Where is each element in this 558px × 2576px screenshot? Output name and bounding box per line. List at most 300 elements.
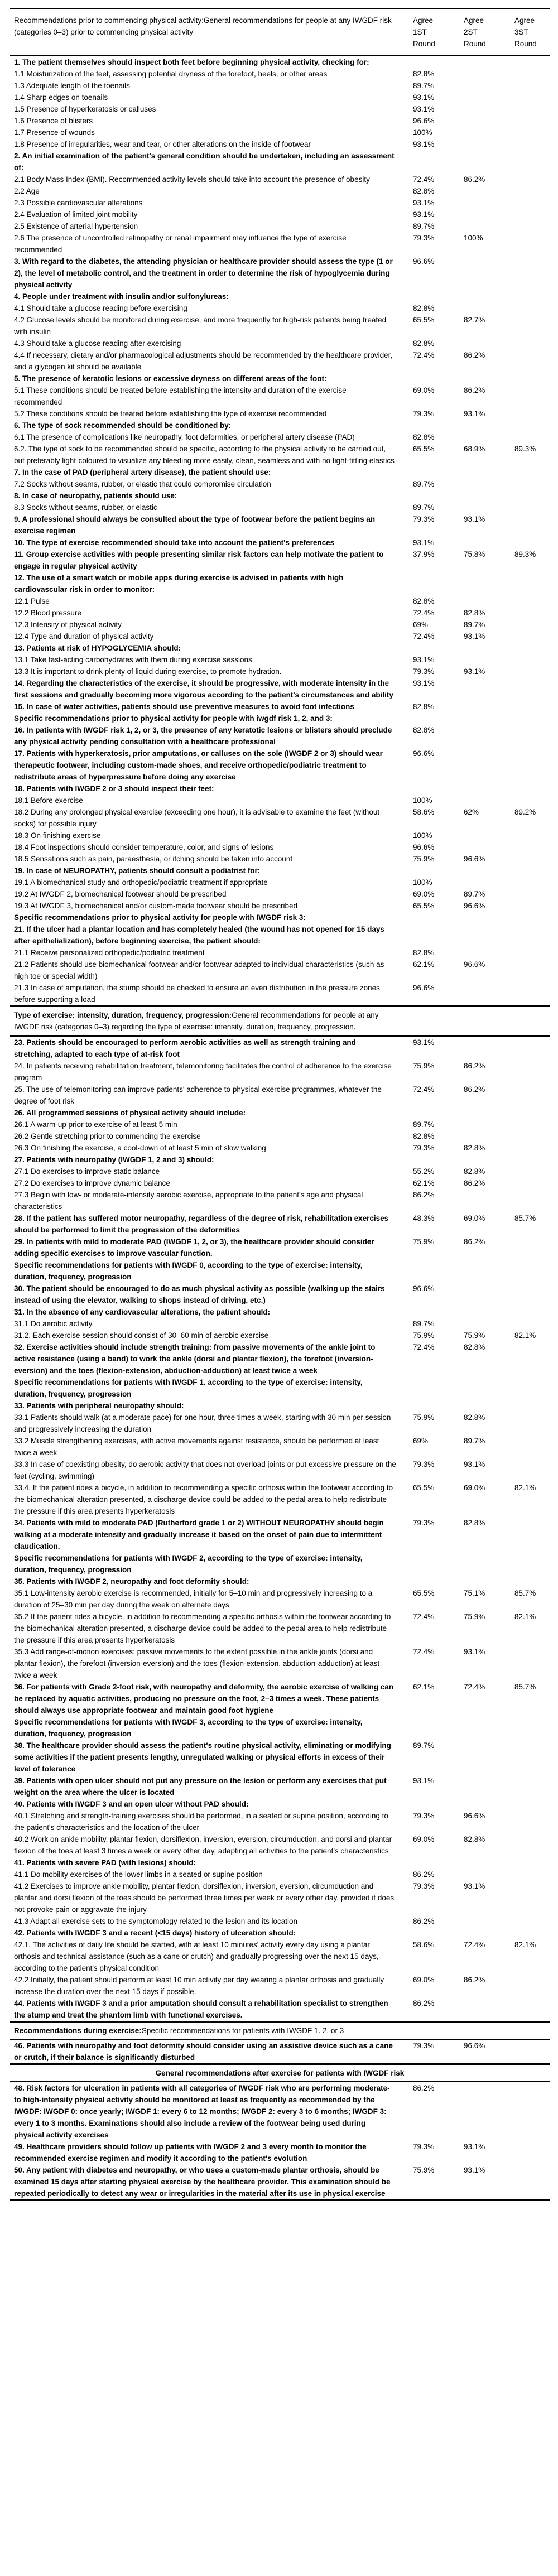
agree-round1-value: 89.7% (413, 81, 435, 90)
agree-round1-value: 89.7% (413, 222, 435, 230)
table-row (0, 408, 558, 420)
table-row (0, 1775, 558, 1798)
recommendation-text: 14. Regarding the characteristics of the exercise, it should be progressive, with moderate intensity in the first sessions and gradually becoming more vigorous according to the patient's circumstances and ability (14, 679, 393, 699)
recommendation-text: 5.1 These conditions should be treated before establishing the intensity and duration of the exercise recommended (14, 386, 347, 406)
agree-round2-value: 100% (464, 234, 483, 242)
centered-section-header: General recommendations after exercise for patients with IWGDF risk (155, 2069, 405, 2077)
table-row (0, 1318, 558, 1330)
table-row (0, 1482, 558, 1517)
column-header-round2: Agree 2ST Round (464, 16, 486, 48)
table-row (0, 1880, 558, 1915)
table-row (0, 1740, 558, 1775)
agree-round2-value: 82.8% (464, 1343, 485, 1351)
table-row (0, 1166, 558, 1177)
recommendation-text: 21. If the ulcer had a plantar location and has completely healed (the wound has not opened for 15 days after epithelialization), before beginning exercise, the patient should: (14, 925, 384, 945)
agree-round2-value: 93.1% (464, 667, 485, 676)
agree-round3-value: 85.7% (514, 1589, 536, 1597)
table-row (0, 1576, 558, 1587)
agree-round1-value: 79.3% (413, 2142, 435, 2151)
agree-round1-value: 93.1% (413, 199, 435, 207)
recommendation-text: 4.4 If necessary, dietary and/or pharmacological adjustments should be recommended by the healthcare provider, and a glycogen kit should be available (14, 351, 393, 371)
table-row (0, 1400, 558, 1412)
agree-round3-value: 82.1% (514, 1484, 536, 1492)
agree-round1-value: 82.8% (413, 597, 435, 605)
recommendation-text: 27.1 Do exercises to improve static balance (14, 1167, 160, 1176)
table-row (0, 923, 558, 947)
agree-round1-value: 89.7% (413, 1741, 435, 1750)
agree-round1-value: 96.6% (413, 117, 435, 125)
table-row (0, 630, 558, 642)
agree-round1-value: 72.4% (413, 175, 435, 184)
recommendation-text: 21.1 Receive personalized orthopedic/podiatric treatment (14, 948, 205, 957)
recommendation-text: 2. An initial examination of the patient's general condition should be undertaken, including an assessment of: (14, 152, 395, 172)
recommendation-text: 4.2 Glucose levels should be monitored during exercise, and more frequently for high-risk patients being treated with insulin (14, 316, 387, 336)
agree-round1-value: 82.8% (413, 726, 435, 734)
table-row (0, 1177, 558, 1189)
table-row (0, 1341, 558, 1376)
table-row (0, 2040, 558, 2063)
agree-round1-value: 72.4% (413, 1343, 435, 1351)
agree-round3-value: 82.1% (514, 1612, 536, 1621)
agree-round2-value: 96.6% (464, 1812, 485, 1820)
table-row (0, 56, 558, 68)
table-row (0, 1130, 558, 1142)
subsection-header-row (0, 1716, 558, 1740)
table-row (0, 1681, 558, 1716)
recommendation-text: 5.2 These conditions should be treated before establishing the type of exercise recommended (14, 410, 327, 418)
recommendation-text: 19. In case of NEUROPATHY, patients should consult a podiatrist for: (14, 866, 261, 875)
table-row (0, 115, 558, 127)
table-row (0, 888, 558, 900)
subsection-header-row (0, 912, 558, 923)
agree-round1-value: 86.2% (413, 2084, 435, 2092)
agree-round2-value: 62% (464, 808, 479, 816)
recommendation-text: 8. In case of neuropathy, patients should use: (14, 492, 177, 500)
agree-round2-value: 72.4% (464, 1941, 485, 1949)
table-row (0, 1927, 558, 1939)
table-row (0, 607, 558, 619)
agree-round2-value: 86.2% (464, 1179, 485, 1187)
recommendation-text: 50. Any patient with diabetes and neuropathy, or who uses a custom-made plantar orthosis, should be examined 15 days after starting physical exercise by the healthcare provider. This examination should be repeated periodically to detect any wear or irregularities in the material after its use in physical exercise (14, 2166, 391, 2198)
table-row (0, 865, 558, 877)
subsection-header-text: Specific recommendations for patients with IWGDF 2, according to the type of exercise: intensity, duration, frequency, progression (14, 1554, 363, 1574)
table-body (0, 56, 558, 2201)
agree-round1-value: 79.3% (413, 1460, 435, 1468)
agree-round1-value: 82.8% (413, 339, 435, 348)
agree-round1-value: 62.1% (413, 1683, 435, 1691)
subsection-header-text: Specific recommendations for patients with IWGDF 0, according to the type of exercise: intensity, duration, frequency, progression (14, 1261, 363, 1281)
recommendation-text: 19.2 At IWGDF 2, biomechanical footwear should be prescribed (14, 890, 227, 898)
recommendation-text: 18. Patients with IWGDF 2 or 3 should inspect their feet: (14, 784, 214, 793)
table-row (0, 1997, 558, 2021)
recommendation-text: 33.3 In case of coexisting obesity, do aerobic activity that does not overload joints or put excessive pressure on the feet (cycling, swimming) (14, 1460, 396, 1480)
recommendation-text: 21.2 Patients should use biomechanical footwear and/or footwear adapted to individual characteristics (such as high toe or special width) (14, 960, 384, 980)
agree-round1-value: 100% (413, 831, 432, 840)
recommendation-text: 39. Patients with open ulcer should not put any pressure on the lesion or perform any exercises that put weight on the area where the ulcer is located (14, 1776, 387, 1797)
table-row (0, 982, 558, 1005)
recommendation-text: 35.2 If the patient rides a bicycle, in addition to recommending a specific orthosis within the footwear according to the biomechanical alteration presented, a discharge device could be added to the pedal area to help redistribute the pressure if this area presents hyperkeratosis (14, 1612, 391, 1644)
agree-round2-value: 93.1% (464, 1648, 485, 1656)
agree-round1-value: 58.6% (413, 808, 435, 816)
recommendation-text: 5. The presence of keratotic lesions or excessive dryness on different areas of the foot: (14, 374, 327, 383)
table-row (0, 1119, 558, 1130)
table-row (0, 701, 558, 712)
section-header-normal-text: Specific recommendations for patients with IWGDF 1. 2. or 3 (141, 2026, 344, 2035)
table-row (0, 1142, 558, 1154)
table-row (0, 443, 558, 466)
table-row (0, 314, 558, 338)
agree-round1-value: 82.8% (413, 304, 435, 312)
recommendation-text: 40. Patients with IWGDF 3 and an open ulcer without PAD should: (14, 1800, 249, 1808)
agree-round1-value: 69.0% (413, 386, 435, 394)
table-row (0, 1412, 558, 1435)
agree-round2-value: 86.2% (464, 1238, 485, 1246)
agree-round1-value: 96.6% (413, 1284, 435, 1293)
agree-round2-value: 75.1% (464, 1589, 485, 1597)
agree-round3-value: 89.3% (514, 445, 536, 453)
agree-round1-value: 96.6% (413, 257, 435, 266)
agree-round1-value: 72.4% (413, 1648, 435, 1656)
agree-round1-value: 72.4% (413, 351, 435, 359)
agree-round1-value: 37.9% (413, 550, 435, 558)
agree-round1-value: 69% (413, 1437, 429, 1445)
agree-round1-value: 69.0% (413, 1976, 435, 1984)
table-row (0, 795, 558, 806)
recommendation-text: 18.5 Sensations such as pain, paraesthesia, or itching should be taken into account (14, 855, 293, 863)
recommendation-text: 1.5 Presence of hyperkeratosis or calluses (14, 105, 156, 113)
table-row (0, 1833, 558, 1857)
table-row (0, 1306, 558, 1318)
agree-round1-value: 86.2% (413, 1191, 435, 1199)
subsection-header-row (0, 1376, 558, 1400)
table-row (0, 1107, 558, 1119)
recommendation-text: 1. The patient themselves should inspect both feet before beginning physical activity, checking for: (14, 58, 369, 66)
recommendation-text: 42. Patients with IWGDF 3 and a recent (<15 days) history of ulceration should: (14, 1929, 296, 1937)
table-row (0, 947, 558, 959)
agree-round1-value: 79.3% (413, 1882, 435, 1890)
table-row (0, 513, 558, 537)
recommendation-text: 2.6 The presence of uncontrolled retinopathy or renal impairment may influence the type of exercise recommended (14, 234, 347, 254)
recommendation-text: 11. Group exercise activities with people presenting similar risk factors can help motivate the patient to engage in regular physical activity (14, 550, 384, 570)
recommendation-text: 13.3 It is important to drink plenty of liquid during exercise, to promote hydration. (14, 667, 282, 676)
agree-round1-value: 79.3% (413, 1144, 435, 1152)
agree-round1-value: 79.3% (413, 1519, 435, 1527)
agree-round1-value: 93.1% (413, 1038, 435, 1047)
table-row (0, 1189, 558, 1212)
recommendation-text: 23. Patients should be encouraged to perform aerobic activities as well as strength training and stretching, adapted to each type of at-risk foot (14, 1038, 356, 1058)
agree-round1-value: 65.5% (413, 1589, 435, 1597)
table-row (0, 174, 558, 185)
agree-round1-value: 100% (413, 878, 432, 887)
agree-round1-value: 72.4% (413, 1612, 435, 1621)
agree-round2-value: 68.9% (464, 445, 485, 453)
recommendation-text: 12.3 Intensity of physical activity (14, 620, 122, 629)
table-row (0, 349, 558, 373)
recommendation-text: 9. A professional should always be consulted about the type of footwear before the patient begins an exercise regimen (14, 515, 376, 535)
agree-round1-value: 75.9% (413, 1413, 435, 1422)
agree-round1-value: 93.1% (413, 140, 435, 148)
section-divider (10, 2199, 550, 2201)
recommendation-text: 12. The use of a smart watch or mobile apps during exercise is advised in patients with high cardiovascular risk in order to monitor: (14, 574, 344, 594)
recommendation-text: 12.4 Type and duration of physical activity (14, 632, 154, 641)
table-row (0, 490, 558, 502)
table-row (0, 80, 558, 92)
recommendation-text: 35.1 Low-intensity aerobic exercise is recommended, initially for 5–10 min and progressively increasing to a duration of 25–30 min per day during the week on alternate days (14, 1589, 373, 1609)
recommendation-text: 33. Patients with peripheral neuropathy should: (14, 1402, 184, 1410)
agree-round1-value: 86.2% (413, 1999, 435, 2007)
recommendation-text: 49. Healthcare providers should follow up patients with IWGDF 2 and 3 every month to monitor the recommended exercise regimen and modify it according to the patient's evolution (14, 2142, 367, 2163)
agree-round1-value: 55.2% (413, 1167, 435, 1176)
agree-round1-value: 79.3% (413, 234, 435, 242)
table-row (0, 1037, 558, 1060)
table-row (0, 1798, 558, 1810)
recommendation-text: 41.3 Adapt all exercise sets to the symptomology related to the lesion and its location (14, 1917, 298, 1925)
table-row (0, 232, 558, 256)
agree-round1-value: 79.3% (413, 515, 435, 523)
agree-round1-value: 100% (413, 128, 432, 137)
table-row (0, 619, 558, 630)
recommendation-text: 2.2 Age (14, 187, 40, 195)
table-row (0, 830, 558, 841)
table-row (0, 1517, 558, 1552)
agree-round1-value: 93.1% (413, 1776, 435, 1785)
recommendation-text: 15. In case of water activities, patients should use preventive measures to avoid foot infections (14, 702, 354, 711)
agree-round1-value: 82.8% (413, 187, 435, 195)
recommendation-text: 4.1 Should take a glucose reading before exercising (14, 304, 187, 312)
agree-round1-value: 75.9% (413, 2166, 435, 2174)
table-row (0, 783, 558, 795)
recommendation-text: 31.2. Each exercise session should consist of 30–60 min of aerobic exercise (14, 1331, 269, 1340)
agree-round1-value: 86.2% (413, 1917, 435, 1925)
recommendation-text: 18.4 Foot inspections should consider temperature, color, and signs of lesions (14, 843, 274, 851)
agree-round2-value: 75.9% (464, 1331, 485, 1340)
agree-round1-value: 82.8% (413, 1132, 435, 1140)
agree-round2-value: 75.9% (464, 1612, 485, 1621)
agree-round2-value: 93.1% (464, 1460, 485, 1468)
agree-round3-value: 85.7% (514, 1683, 536, 1691)
agree-round1-value: 89.7% (413, 480, 435, 488)
table-row (0, 302, 558, 314)
agree-round2-value: 96.6% (464, 902, 485, 910)
table-row (0, 841, 558, 853)
table-row (0, 572, 558, 595)
agree-round1-value: 72.4% (413, 1085, 435, 1094)
table-row (0, 150, 558, 174)
recommendation-text: 27.3 Begin with low- or moderate-intensity aerobic exercise, appropriate to the patient's age and physical characteristics (14, 1191, 363, 1211)
recommendation-text: 19.1 A biomechanical study and orthopedic/podiatric treatment if appropriate (14, 878, 268, 887)
column-header-round3: Agree 3ST Round (514, 16, 537, 48)
recommendation-text: 27.2 Do exercises to improve dynamic balance (14, 1179, 170, 1187)
recommendation-text: 17. Patients with hyperkeratosis, prior amputations, or calluses on the sole (IWGDF 2 or 3) should wear therapeutic footwear, including custom-made shoes, and receive orthopedic/podiatric treatment to redistribute areas of hyperpressure before doing any exercise (14, 749, 383, 781)
recommendation-text: 35. Patients with IWGDF 2, neuropathy and foot deformity should: (14, 1577, 249, 1586)
table-row (0, 806, 558, 830)
recommendation-text: 41.2 Exercises to improve ankle mobility, plantar flexion, dorsiflexion, inversion, eversion, circumduction and plantar and dorsi flexion of the toes should be performed three times per week or every other day, provided it does not provoke pain or aggravate the injury (14, 1882, 395, 1914)
agree-round2-value: 96.6% (464, 855, 485, 863)
table-row (0, 724, 558, 748)
agree-round1-value: 48.3% (413, 1214, 435, 1222)
recommendation-text: 40.1 Stretching and strength-training exercises should be performed, in a seated or supine position, according to the patient's characteristics and the location of the ulcer (14, 1812, 388, 1832)
table-row (0, 2082, 558, 2141)
subsection-header-text: Specific recommendations prior to physical activity for people with iwgdf risk 1, 2, and 3: (14, 714, 333, 723)
section-header-bold-text: Recommendations during exercise: (14, 2026, 142, 2035)
table-row (0, 1084, 558, 1107)
agree-round2-value: 82.8% (464, 1167, 485, 1176)
table-row (0, 1611, 558, 1646)
column-header-round1: Agree 1ST Round (413, 16, 435, 48)
agree-round1-value: 93.1% (413, 538, 435, 547)
table-row (0, 853, 558, 865)
recommendation-text: 29. In patients with mild to moderate PAD (IWGDF 1, 2, or 3), the healthcare provider should consider adding specific exercises to improve vascular function. (14, 1238, 374, 1258)
agree-round1-value: 65.5% (413, 902, 435, 910)
recommendation-text: 2.5 Existence of arterial hypertension (14, 222, 138, 230)
table-row (0, 138, 558, 150)
recommendation-text: 41. Patients with severe PAD (with lesions) should: (14, 1858, 196, 1867)
agree-round2-value: 86.2% (464, 175, 485, 184)
recommendation-text: 34. Patients with mild to moderate PAD (Rutherford grade 1 or 2) WITHOUT NEUROPATHY should begin walking at a moderate intensity and gradually increase it based on the onset of pain due to intermittent claudication. (14, 1519, 384, 1551)
agree-round1-value: 69.0% (413, 1835, 435, 1843)
table-row (0, 1283, 558, 1306)
agree-round2-value: 93.1% (464, 515, 485, 523)
table-row (0, 959, 558, 982)
recommendation-text: 41.1 Do mobility exercises of the lower limbs in a seated or supine position (14, 1870, 263, 1879)
subsection-header-text: Specific recommendations for patients with IWGDF 3, according to the type of exercise: intensity, duration, frequency, progression (14, 1718, 363, 1738)
recommendation-text: 1.1 Moisturization of the feet, assessing potential dryness of the forefoot, heels, or other areas (14, 70, 328, 78)
recommendation-text: 4. People under treatment with insulin and/or sulfonylureas: (14, 292, 229, 301)
section-header-bold-text: Type of exercise: intensity, duration, frequency, progression: (14, 1011, 232, 1019)
subsection-header-text: Specific recommendations prior to physical activity for people with IWGDF risk 3: (14, 913, 306, 922)
table-row (0, 1646, 558, 1681)
table-row (0, 1330, 558, 1341)
agree-round1-value: 93.1% (413, 93, 435, 102)
recommendation-text: 21.3 In case of amputation, the stump should be checked to ensure an even distribution in the pressure zones before supporting a load (14, 984, 380, 1004)
agree-round1-value: 93.1% (413, 210, 435, 219)
agree-round1-value: 75.9% (413, 1238, 435, 1246)
recommendation-text: 1.3 Adequate length of the toenails (14, 81, 130, 90)
recommendation-text: 35.3 Add range-of-motion exercises: passive movements to the extent possible in the ankle joints (dorsi and plantar flexion), the forefoot (inversion-eversion) and the toes (flexion-extension, abduction-adduction) at least twice a week (14, 1648, 380, 1679)
table-row (0, 748, 558, 783)
recommendation-text: 8.3 Socks without seams, rubber, or elastic (14, 503, 157, 512)
section-header-row (0, 1007, 399, 1035)
agree-round1-value: 79.3% (413, 410, 435, 418)
table-row (0, 642, 558, 654)
table-row (0, 1857, 558, 1869)
table-row (0, 1236, 558, 1259)
agree-round1-value: 62.1% (413, 1179, 435, 1187)
recommendation-text: 25. The use of telemonitoring can improve patients' adherence to physical exercise programmes, whatever the degree of foot risk (14, 1085, 382, 1105)
agree-round1-value: 93.1% (413, 656, 435, 664)
recommendation-text: 42.2 Initially, the patient should perform at least 10 min activity per day wearing a plantar orthosis and gradually increase the duration over the next 15 days if possible. (14, 1976, 384, 1996)
agree-round1-value: 75.9% (413, 855, 435, 863)
recommendation-text: 32. Exercise activities should include strength training: from passive movements of the ankle joint to active resistance (using a band) to work the ankle (dorsi and plantar flexion), the forefoot (inversion-eversion) and the toes (flexion-extension, abduction-adduction) at least twice a week (14, 1343, 376, 1375)
agree-round2-value: 86.2% (464, 351, 485, 359)
table-row (0, 1587, 558, 1611)
recommendation-text: 31.1 Do aerobic activity (14, 1320, 93, 1328)
agree-round2-value: 72.4% (464, 1683, 485, 1691)
table-row (0, 373, 558, 384)
section-header-row (0, 2023, 399, 2039)
table-row (0, 127, 558, 138)
agree-round1-value: 75.9% (413, 1062, 435, 1070)
agree-round1-value: 62.1% (413, 960, 435, 969)
recommendation-text: 12.2 Blood pressure (14, 609, 81, 617)
recommendation-text: 1.4 Sharp edges on toenails (14, 93, 108, 102)
table-title: Recommendations prior to commencing physical activity:General recommendations for people at any IWGDF risk (categories 0–3) prior to commencing physical activity (14, 16, 392, 36)
agree-round3-value: 82.1% (514, 1331, 536, 1340)
recommendation-text: 2.4 Evaluation of limited joint mobility (14, 210, 138, 219)
agree-round3-value: 82.1% (514, 1941, 536, 1949)
table-row (0, 1810, 558, 1833)
table-row (0, 478, 558, 490)
agree-round2-value: 89.7% (464, 890, 485, 898)
agree-round2-value: 93.1% (464, 1882, 485, 1890)
agree-round1-value: 79.3% (413, 2041, 435, 2050)
recommendation-text: 1.7 Presence of wounds (14, 128, 95, 137)
agree-round2-value: 89.7% (464, 1437, 485, 1445)
agree-round2-value: 93.1% (464, 2142, 485, 2151)
agree-round2-value: 69.0% (464, 1214, 485, 1222)
agree-round2-value: 86.2% (464, 1062, 485, 1070)
table-row (0, 1212, 558, 1236)
agree-round1-value: 89.7% (413, 1120, 435, 1129)
agree-round1-value: 100% (413, 796, 432, 805)
table-row (0, 384, 558, 408)
table-row (0, 877, 558, 888)
table-row (0, 502, 558, 513)
recommendation-text: 6. The type of sock recommended should be conditioned by: (14, 421, 232, 430)
recommendation-text: 38. The healthcare provider should assess the patient's routine physical activity, eliminating or modifying some activities if the patient presents lengthy, unregulated walking or physical efforts in excess of their level of tolerance (14, 1741, 391, 1773)
agree-round1-value: 96.6% (413, 843, 435, 851)
agree-round1-value: 82.8% (413, 70, 435, 78)
agree-round1-value: 86.2% (413, 1870, 435, 1879)
agree-round1-value: 96.6% (413, 749, 435, 758)
recommendation-text: 12.1 Pulse (14, 597, 50, 605)
recommendation-text: 16. In patients with IWGDF risk 1, 2, or 3, the presence of any keratotic lesions or blisters should preclude any physical activity pending consultation with a healthcare professional (14, 726, 392, 746)
table-row (0, 209, 558, 220)
table-row (0, 256, 558, 291)
agree-round2-value: 86.2% (464, 1976, 485, 1984)
agree-round2-value: 96.6% (464, 960, 485, 969)
recommendation-text: 6.2. The type of sock to be recommended should be specific, according to the physical activity to be carried out, but preferably light-coloured to visualize any bleeding more easily, clean, seamless and with no tight-fitting elastics (14, 445, 395, 465)
table-row (0, 466, 558, 478)
recommendation-text: 28. If the patient has suffered motor neuropathy, regardless of the degree of risk, rehabilitation exercises should be performed to limit the progression of the deformities (14, 1214, 389, 1234)
recommendation-text: 26.3 On finishing the exercise, a cool-down of at least 5 min of slow walking (14, 1144, 266, 1152)
recommendation-text: 36. For patients with Grade 2-foot risk, with neuropathy and deformity, the aerobic exercise of walking can be replaced by aquatic activities, producing no pressure on the foot, 2–3 times a week. These patients should always use appropriate footwear and maintain good foot hygiene (14, 1683, 394, 1715)
agree-round1-value: 96.6% (413, 984, 435, 992)
agree-round1-value: 79.3% (413, 1812, 435, 1820)
agree-round1-value: 58.6% (413, 1941, 435, 1949)
table-row (0, 197, 558, 209)
recommendation-text: 2.3 Possible cardiovascular alterations (14, 199, 143, 207)
agree-round2-value: 82.8% (464, 1413, 485, 1422)
recommendation-text: 30. The patient should be encouraged to do as much physical activity as possible (walking up the stairs instead of using the elevator, walking to shops instead of driving, etc.) (14, 1284, 385, 1304)
table-row (0, 2141, 558, 2164)
table-row (0, 1458, 558, 1482)
recommendation-text: 13.1 Take fast-acting carbohydrates with them during exercise sessions (14, 656, 252, 664)
recommendation-text: 24. In patients receiving rehabilitation treatment, telemonitoring facilitates the control of adherence to the exercise program (14, 1062, 392, 1082)
table-row (0, 548, 558, 572)
agree-round1-value: 65.5% (413, 445, 435, 453)
table-row (0, 1869, 558, 1880)
recommendation-text: 44. Patients with IWGDF 3 and a prior amputation should consult a rehabilitation specialist to strengthen the stump and treat the phantom limb with functional exercises. (14, 1999, 388, 2019)
table-row (0, 1915, 558, 1927)
subsection-header-row (0, 1552, 558, 1576)
agree-round1-value: 89.7% (413, 1320, 435, 1328)
agree-round3-value: 89.3% (514, 550, 536, 558)
table-row (0, 431, 558, 443)
agree-round1-value: 72.4% (413, 632, 435, 641)
agree-round3-value: 85.7% (514, 1214, 536, 1222)
recommendation-text: 48. Risk factors for ulceration in patients with all categories of IWGDF risk who are performing moderate- to high-intensity physical activity should be monitored at least as frequently as recommended by the IWGDF: IWGDF 0: once yearly; IWGDF 1: every 6 to 12 months; IWGDF 2: every 3 to 6 months; IWGDF 3: every 1 to 3 months. Examinations should also include a review of the footwear being used during physical activity exercises (14, 2084, 390, 2139)
